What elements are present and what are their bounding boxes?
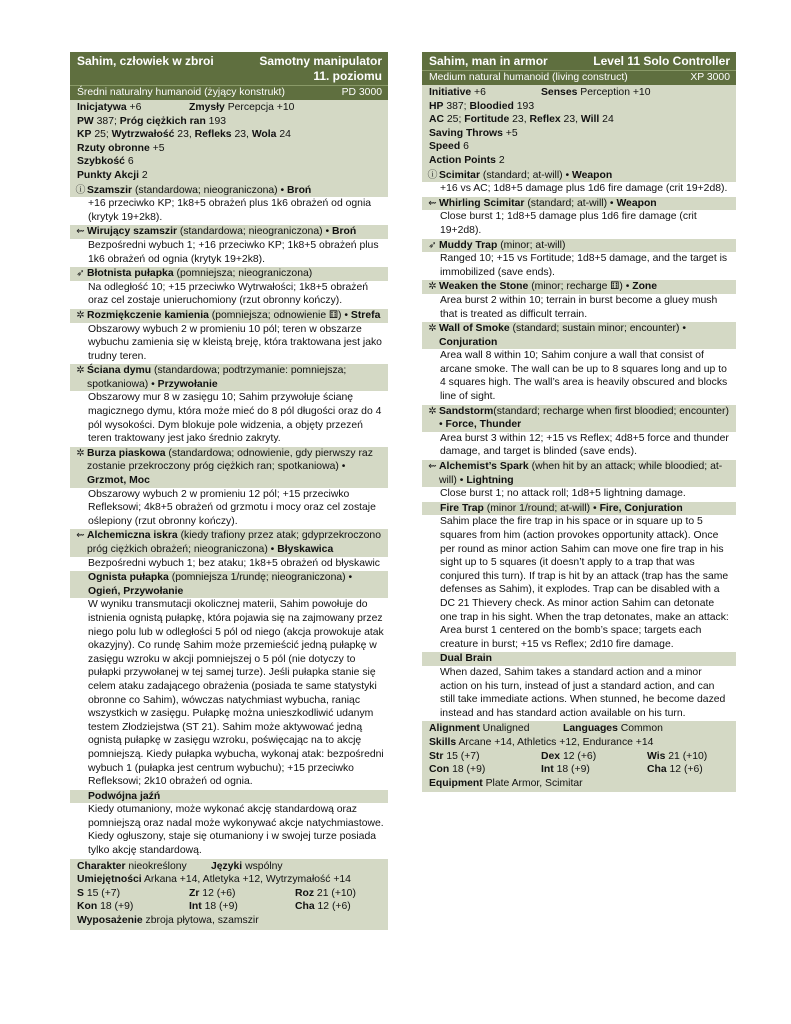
power-description: Area wall 8 within 10; Sahim conjure a wall that consist of arcane smoke. The wall can be up to 8 squares long and up to 4 squares high. The wall’s area is heavily obscured and blocks line of sight. [422, 349, 736, 404]
alignment-label: Alignment [429, 723, 480, 735]
dex-value: 12 (+6) [560, 750, 597, 762]
ability-row-1 [77, 887, 382, 901]
senses-label: Zmysły [189, 102, 225, 113]
area-attack-icon: ✲ [428, 323, 437, 335]
power-name: Sandstorm [439, 405, 494, 417]
statblock-subheader [422, 70, 736, 85]
power-header [70, 529, 388, 556]
statblock-english [422, 52, 736, 792]
hp-label: HP [429, 100, 444, 112]
ability-row-2 [429, 763, 730, 777]
power-name: Dual Brain [440, 653, 492, 665]
power-title [439, 322, 730, 349]
monster-type: Średni naturalny humanoid (żyjący konstrukt) [77, 87, 285, 98]
power-keywords: Przywołanie [157, 378, 218, 390]
fort-label: Fortitude [464, 114, 510, 126]
skills-line [77, 873, 382, 887]
statblock-stats [422, 85, 736, 169]
power-header [70, 364, 388, 391]
ref-label: Reflex [529, 114, 561, 126]
stat-line-speed [429, 140, 730, 154]
melee-basic-icon: ⓘ [427, 169, 438, 181]
power-usage: (minor; at-will) [497, 239, 566, 251]
power-name: Weaken the Stone [439, 281, 529, 293]
power-header [422, 405, 736, 432]
powers-list [422, 169, 736, 722]
stat-line-hp [429, 100, 730, 114]
power-name: Fire Trap [440, 502, 484, 514]
power-name: Błotnista pułapka [87, 268, 174, 280]
equipment-label: Wyposażenie [77, 915, 143, 927]
ap-value: 2 [138, 169, 148, 181]
power-header [422, 652, 736, 666]
power-header [70, 790, 388, 804]
power-usage: (pomniejsza; odnowienie ⚅) • [208, 309, 351, 321]
statblock-footer [70, 859, 388, 930]
ap-label: Action Points [429, 154, 496, 166]
power-title [87, 184, 382, 198]
power-keywords: Broń [331, 226, 357, 238]
cha-label: Cha [295, 901, 315, 913]
alignment-value: Unaligned [479, 723, 530, 735]
power-usage: (standard; recharge when first bloodied; encounter) • [439, 405, 729, 431]
area-attack-icon: ✲ [76, 447, 85, 459]
wis-value: 21 (+10) [665, 750, 708, 762]
power-usage: (minor 1/round; at-will) • [483, 502, 600, 514]
power-description: Bezpośredni wybuch 1; +16 przeciwko KP; 1k8+5 obrażeń plus 1k6 obrażeń od ognia (krytyk 19+2k8). [70, 239, 388, 267]
monster-name: Sahim, człowiek w zbroi [77, 54, 214, 68]
power-description: Obszarowy wybuch 2 w promieniu 12 pól; +15 przeciwko Refleksowi; 4k8+5 obrażeń od grzmotu i mocy oraz cel zostaje oślepiony (rzut obronny kończy). [70, 488, 388, 530]
power-usage: (pomniejsza; nieograniczona) [173, 268, 313, 280]
power-keywords: Ogień, Przywołanie [88, 585, 184, 597]
power-usage: (standard; at-will) • [480, 169, 572, 181]
power-keywords: Conjuration [439, 336, 498, 348]
bloodied-label: Próg ciężkich ran [119, 115, 206, 127]
power-usage: (standard; sustain minor; encounter) • [509, 323, 686, 335]
area-attack-icon: ✲ [76, 309, 85, 321]
int-label: Int [189, 901, 202, 913]
str-value: 15 (+7) [83, 887, 121, 899]
power-header [422, 197, 736, 211]
stat-line-action-points [429, 154, 730, 168]
init-label: Inicjatywa [77, 102, 127, 113]
statblock-polish [70, 52, 388, 930]
power-header [70, 571, 388, 598]
speed-label: Szybkość [77, 156, 125, 168]
power-title [87, 364, 382, 391]
wis-label: Roz [295, 887, 315, 899]
equipment-line [77, 914, 382, 928]
power-usage: (standard; at-will) • [524, 197, 617, 209]
wis-label: Wis [647, 750, 666, 762]
power-header [422, 280, 736, 294]
power-name: Wall of Smoke [439, 323, 510, 335]
stat-line-initiative [429, 86, 730, 100]
str-label: S [77, 887, 84, 899]
close-attack-icon: ⇜ [428, 197, 437, 209]
ref-label: Refleks [194, 129, 232, 141]
statblock-stats [70, 100, 388, 184]
area-attack-icon: ✲ [76, 365, 85, 377]
cha-value: 12 (+6) [314, 901, 351, 913]
power-header [422, 460, 736, 487]
power-header [422, 322, 736, 349]
dex-value: 12 (+6) [199, 887, 236, 899]
power-title [87, 447, 382, 488]
power-title [439, 460, 730, 487]
area-attack-icon: ✲ [428, 405, 437, 417]
saves-value: +5 [149, 142, 165, 154]
fort-value: 23, [509, 114, 530, 126]
power-header [422, 239, 736, 253]
cha-label: Cha [647, 764, 667, 776]
power-description: +16 przeciwko KP; 1k8+5 obrażeń plus 1k6 obrażeń od ognia (krytyk 19+2k8). [70, 197, 388, 225]
power-keywords: Lightning [466, 474, 514, 486]
stat-line-saves [77, 142, 382, 156]
melee-basic-icon: ⓘ [75, 184, 86, 196]
power-keywords: Broń [287, 184, 312, 196]
monster-level: 11. poziomu [313, 69, 382, 83]
str-value: 15 (+7) [443, 750, 480, 762]
will-label: Wola [251, 129, 277, 141]
powers-list [70, 184, 388, 859]
init-value: +6 [471, 87, 486, 98]
saves-label: Saving Throws [429, 127, 503, 139]
init-label: Initiative [429, 87, 472, 98]
senses-value: Perception +10 [577, 87, 651, 98]
power-name: Scimitar [439, 169, 481, 181]
ap-label: Punkty Akcji [77, 169, 139, 181]
power-description: Ranged 10; +15 vs Fortitude; 1d8+5 damage, and the target is immobilized (save ends). [422, 252, 736, 280]
skills-value: Arkana +14, Atletyka +12, Wytrzymałość +14 [141, 874, 351, 886]
speed-value: 6 [124, 156, 134, 168]
saves-value: +5 [502, 127, 518, 139]
monster-role: Samotny manipulator [259, 54, 382, 68]
ranged-attack-icon: ➶ [428, 239, 437, 251]
power-name: Alchemiczna iskra [87, 530, 178, 542]
will-label: Will [580, 114, 600, 126]
power-name: Muddy Trap [439, 239, 498, 251]
power-usage: (pomniejsza 1/rundę; nieograniczona) • [168, 572, 353, 584]
power-name: Podwójna jaźń [88, 790, 161, 802]
power-keywords: Weapon [616, 197, 657, 209]
power-description: +16 vs AC; 1d8+5 damage plus 1d6 fire damage (crit 19+2d8). [422, 182, 736, 197]
int-label: Int [541, 764, 554, 776]
dex-label: Dex [541, 750, 561, 762]
power-header [422, 169, 736, 183]
power-keywords: Weapon [572, 169, 613, 181]
power-title [439, 197, 730, 211]
power-usage: (kiedy trafiony przez atak; gdyprzekroczono próg ciężkich obrażeń; nieograniczona) • [87, 530, 381, 555]
power-keywords: Grzmot, Moc [87, 475, 150, 487]
will-value: 24 [599, 114, 614, 126]
power-description: Bezpośredni wybuch 1; bez ataku; 1k8+5 obrażeń od błyskawic [70, 557, 388, 572]
power-title [439, 280, 730, 294]
power-title [440, 652, 730, 666]
cha-value: 12 (+6) [666, 764, 703, 776]
power-title [439, 405, 730, 432]
power-usage: (standardowa; podtrzymanie: pomniejsza; spotkaniowa) • [87, 365, 347, 390]
power-usage: (minor; recharge ⚅) • [528, 281, 633, 293]
ref-value: 23, [231, 129, 252, 141]
con-label: Kon [77, 901, 98, 913]
ref-value: 23, [560, 114, 581, 126]
power-title [87, 267, 382, 281]
statblock-footer [422, 721, 736, 792]
skills-label: Umiejętności [77, 874, 142, 886]
power-keywords: Fire, Conjuration [599, 502, 683, 514]
power-title [439, 239, 730, 253]
speed-value: 6 [460, 141, 469, 153]
power-header [422, 502, 736, 516]
power-keywords: Błyskawica [277, 544, 334, 555]
fort-label: Wytrzwałość [111, 129, 175, 141]
skills-value: Arcane +14, Athletics +12, Endurance +14 [456, 736, 654, 748]
area-attack-icon: ✲ [428, 281, 437, 293]
power-description: Area burst 2 within 10; terrain in burst become a gluey mush that is treated as difficult terrain. [422, 294, 736, 322]
languages-value: wspólny [242, 860, 283, 872]
power-title [440, 502, 730, 516]
hp-value: 387; [93, 115, 120, 127]
senses-value: Percepcja +10 [224, 102, 295, 113]
bloodied-label: Bloodied [469, 100, 514, 112]
con-value: 18 (+9) [449, 764, 486, 776]
stat-line-defenses [429, 113, 730, 127]
close-attack-icon: ⇜ [428, 461, 437, 473]
close-attack-icon: ⇜ [76, 530, 85, 542]
hp-value: 387; [443, 100, 470, 112]
stat-line-action-points [77, 169, 382, 183]
dex-label: Zr [189, 887, 200, 899]
power-name: Wirujący szamszir [87, 226, 177, 238]
statblock-subheader [70, 85, 388, 100]
stat-line-speed [77, 155, 382, 169]
statblock-header [422, 52, 736, 70]
power-name: Ściana dymu [87, 365, 152, 377]
equipment-value: Plate Armor, Scimitar [482, 777, 583, 789]
saves-label: Rzuty obronne [77, 142, 150, 154]
ac-value: 25; [444, 114, 465, 126]
wis-value: 21 (+10) [314, 887, 356, 899]
alignment-label: Charakter [77, 860, 126, 872]
alignment-line [429, 722, 730, 736]
power-name: Alchemist’s Spark [439, 461, 529, 473]
power-header [70, 447, 388, 488]
stat-line-initiative [77, 101, 382, 115]
power-usage: (standardowa; nieograniczona) • [132, 184, 288, 196]
speed-label: Speed [429, 141, 461, 153]
power-title [87, 309, 382, 323]
monster-name: Sahim, man in armor [429, 54, 548, 68]
equipment-value: zbroja płytowa, szamszir [142, 915, 259, 927]
power-title [88, 571, 382, 598]
bloodied-value: 193 [205, 115, 227, 127]
skills-label: Skills [429, 736, 457, 748]
ranged-attack-icon: ➶ [76, 268, 85, 280]
equipment-label: Equipment [429, 777, 483, 789]
equipment-line [429, 777, 730, 791]
power-description: Obszarowy mur 8 w zasięgu 10; Sahim przywołuje ścianę magicznego dymu, która może mieć do 8 pól długości oraz do 4 pól wysokości. Dym blokuje pole widzenia, a objęty przezeń teren traktowany jest jako średnio zakryty. [70, 391, 388, 446]
stat-line-saves [429, 127, 730, 141]
power-usage: (when hit by an attack; while bloodied; at-will) • [439, 461, 723, 486]
power-title [439, 169, 730, 183]
power-title [87, 225, 382, 239]
statblock-header [70, 52, 388, 85]
power-name: Ognista pułapka [88, 572, 169, 584]
languages-value: Common [617, 723, 663, 735]
ac-value: 25; [91, 129, 112, 141]
power-header [70, 267, 388, 281]
fort-value: 23, [174, 129, 195, 141]
power-title [88, 790, 382, 804]
power-name: Szamszir [87, 184, 133, 196]
bloodied-value: 193 [513, 100, 535, 112]
power-description: Sahim place the fire trap in his space or in square up to 5 squares from him (action provokes opportunity attack). Once per round as minor action Sahim can move one fire trap in his sight up to 5 squares (it doesn’t apply to a trap that was conjured this turn). If trap is hit by an attack (trap has the same defenses as Sahim), it explodes. Trap can be disabled with a DC 21 Thievery check. As minor action Sahim can detonate one trap in his sight. When the trap detonates, make an attack: Area burst 1 centered on the bomb’s space; targets each creature in burst; +15 vs Reflex; 2d10 fire damage. [422, 515, 736, 652]
power-name: Burza piaskowa [87, 447, 166, 459]
power-description: W wyniku transmutacji okolicznej materii, Sahim powołuje do istnienia ognistą pułapkę, która pojawia się na zajmowany przez niego polu lub w odległości 5 pól od niego (akcja prowokuje atak okazyjny). Co rundę Sahim może przemieścić jedną pułapkę w zasięgu wzroku w akcji pomniejszej o 5 pól (nie dotyczy to pułapki przywołanej w tej samej turze). Jeśli pułapka stanie się celem ataku zadającego obrażenia (posiada te same statystyki obronne co Sahim), wówczas natychmiast wybucha, raniąc wszystkich w zasięgu. Pułapkę można unieszkodliwić udanym testem Złodziejstwa (ST 21). Sahim może aktywować jedną ognistą pułapkę w zasięgu wzroku, poświęcając na to akcję pomniejszą. Kiedy pułapka wybucha, wykonaj atak: bezpośredni wybuch 1 (pułapka jest centrum wybuchu); +15 przeciwko Refleksowi; 2k10 obrażeń od ognia. [70, 598, 388, 789]
int-value: 18 (+9) [201, 901, 238, 913]
monster-type: Medium natural humanoid (living construct) [429, 72, 628, 83]
power-keywords: Zone [632, 281, 658, 293]
ability-row-2 [77, 900, 382, 914]
senses-label: Senses [541, 87, 578, 98]
languages-label: Languages [563, 723, 618, 735]
str-label: Str [429, 750, 444, 762]
alignment-line [77, 860, 382, 874]
power-usage: (standardowa; odnowienie, gdy pierwszy raz zostanie przekroczony próg ciężkich ran; spotkaniowa) • [87, 447, 373, 473]
monster-xp: PD 3000 [341, 87, 382, 98]
power-usage: (standardowa; nieograniczona) • [177, 226, 332, 238]
power-keywords: Force, Thunder [445, 419, 522, 431]
stat-line-hp [77, 115, 382, 129]
init-value: +6 [126, 102, 142, 113]
con-value: 18 (+9) [97, 901, 134, 913]
power-title [87, 529, 382, 556]
power-header [70, 309, 388, 323]
ac-label: AC [429, 114, 445, 126]
close-attack-icon: ⇜ [76, 226, 85, 238]
stat-line-defenses [77, 128, 382, 142]
hp-label: PW [77, 115, 94, 127]
ac-label: KP [77, 129, 92, 141]
power-header [70, 184, 388, 198]
power-name: Rozmiękczenie kamienia [87, 309, 209, 321]
power-keywords: Strefa [350, 309, 381, 321]
power-description: Obszarowy wybuch 2 w promieniu 10 pól; teren w obszarze wybuchu zamienia się w kleistą breję, która traktowana jest jako trudny teren. [70, 323, 388, 365]
int-value: 18 (+9) [553, 764, 590, 776]
ability-row-1 [429, 750, 730, 764]
power-name: Whirling Scimitar [439, 197, 525, 209]
power-header [70, 225, 388, 239]
power-description: Close burst 1; no attack roll; 1d8+5 lightning damage. [422, 487, 736, 502]
languages-label: Języki [211, 860, 243, 872]
ap-value: 2 [495, 154, 505, 166]
power-description: Na odległość 10; +15 przeciwko Wytrwałości; 1k8+5 obrażeń oraz cel zostaje unieruchomiony (rzut obronny kończy). [70, 281, 388, 309]
power-description: Close burst 1; 1d8+5 damage plus 1d6 fire damage (crit 19+2d8). [422, 210, 736, 238]
con-label: Con [429, 764, 450, 776]
power-description: When dazed, Sahim takes a standard action and a minor action on his turn, instead of just a standard action, and can still take immediate actions. When stunned, he become dazed instead and has standard action available on his turn. [422, 666, 736, 721]
power-description: Kiedy otumaniony, może wykonać akcję standardową oraz pomniejszą oraz nadal może wykonywać akcje natychmiastowe. Kiedy ogłuszony, staje się otumaniony i w swojej turze posiada tylko akcję standardową. [70, 803, 388, 858]
alignment-value: nieokreślony [125, 860, 187, 872]
monster-xp: XP 3000 [690, 72, 730, 83]
power-description: Area burst 3 within 12; +15 vs Reflex; 4d8+5 force and thunder damage, and target is blinded (save ends). [422, 432, 736, 460]
monster-role: Level 11 Solo Controller [593, 54, 730, 68]
skills-line [429, 736, 730, 750]
will-value: 24 [276, 129, 291, 141]
